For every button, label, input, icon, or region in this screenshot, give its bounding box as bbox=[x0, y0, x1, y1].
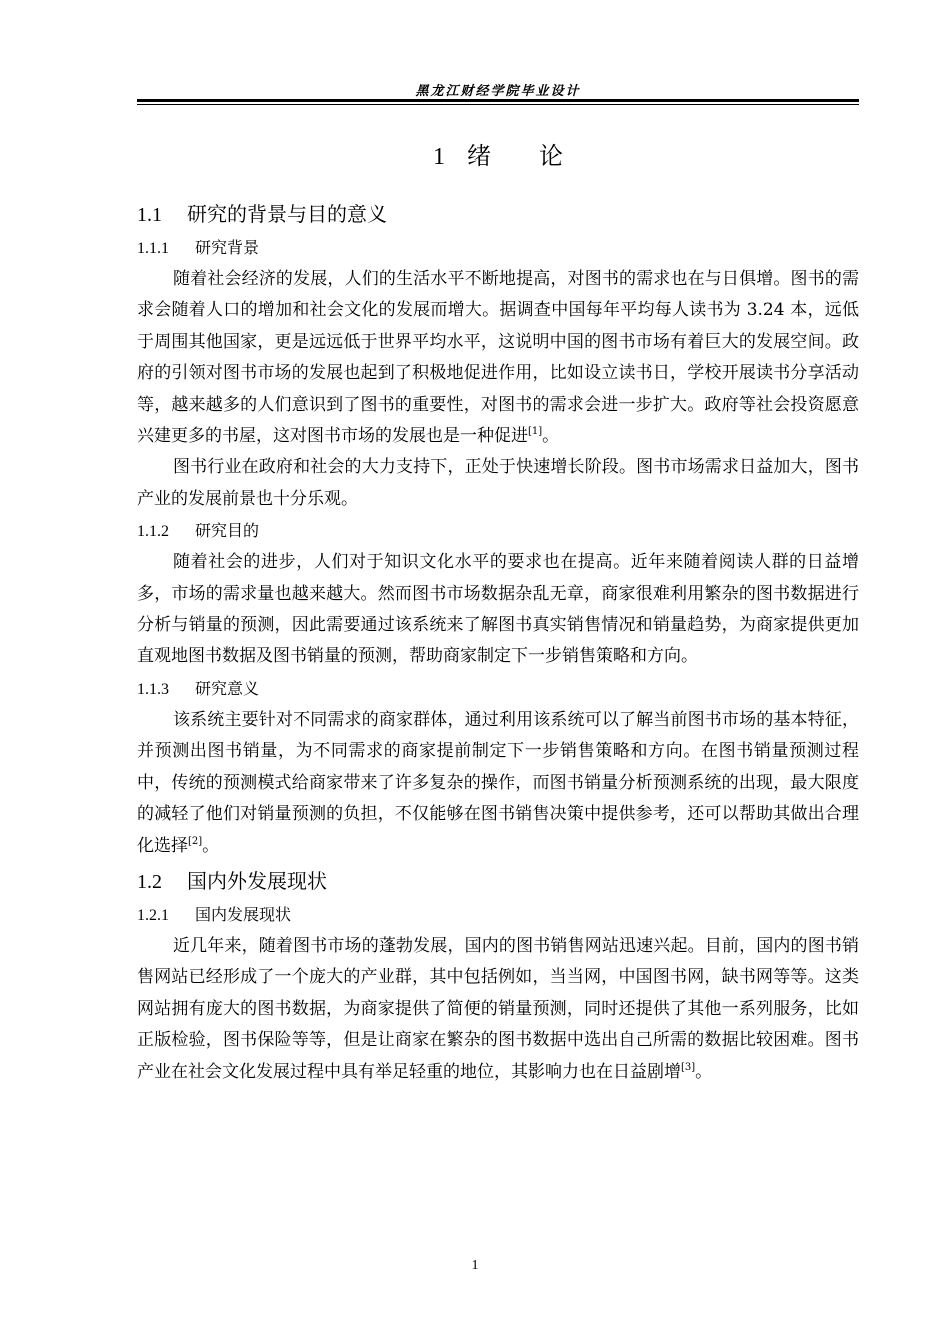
subsection-number: 1.1.3 bbox=[137, 680, 169, 698]
section-title: 研究的背景与目的意义 bbox=[187, 202, 387, 226]
subsection-heading bbox=[137, 232, 859, 264]
chapter-title bbox=[137, 140, 859, 173]
chapter-title-part2: 论 bbox=[539, 142, 563, 170]
subsection-number: 1.1.1 bbox=[137, 240, 169, 257]
citation-ref: [3] bbox=[681, 1061, 696, 1073]
subsection-number: 1.1.2 bbox=[137, 523, 169, 541]
running-header: 黑龙江财经学院毕业设计 bbox=[415, 84, 581, 99]
paragraph: 近几年来，随着图书市场的蓬勃发展，国内的图书销售网站迅速兴起。目前，国内的图书销售网站已经形成了一个庞大的产业群，其中包括例如，当当网，中国图书网，缺书网等等。这类网站拥有庞大的图书数据，为商家提供了简便的销量预测，同时还提供了其他一系列服务，比如正版检验，图书保险等等，但是让商家在繁杂的图书数据中选出自己所需的数据比较困难。图书产业在社会文化发展过程中具有举足轻重的地位，其影响力也在日益剧增[3]。 bbox=[137, 935, 859, 1082]
header-rule-thick bbox=[137, 99, 859, 102]
subsection-heading bbox=[137, 515, 859, 547]
subsection-title: 研究目的 bbox=[195, 521, 260, 541]
paragraph: 随着社会的进步，人们对于知识文化水平的要求也在提高。近年来随着阅读人群的日益增多，市场的需求量也越来越大。然而图书市场数据杂乱无章，商家很难利用繁杂的图书数据进行分析与销量的预测，因此需要通过该系统来了解图书真实销售情况和销量趋势，为商家提供更加直观地图书数据及图书销量的预测，帮助商家制定下一步销售策略和方向。 bbox=[137, 552, 859, 667]
paragraph: 随着社会经济的发展，人们的生活水平不断地提高，对图书的需求也在与日俱增。图书的需求会随着人口的增加和社会文化的发展而增大。据调查中国每年平均每人读书为 3.24 本，远低于周围其他国家，更是远远低于世界平均水平，这说明中国的图书市场有着巨大的发展空间。政府的引领对图书市场的发展也起到了积极地促进作用，比如设立读书日，学校开展读书分享活动等，越来越多的人们意识到了图书的重要性，对图书的需求会进一步扩大。政府等社会投资愿意兴建更多的书屋，这对图书市场的发展也是一种促进[1]。 bbox=[137, 269, 859, 447]
section-heading bbox=[137, 864, 859, 899]
subsection-number: 1.2.1 bbox=[137, 906, 169, 924]
citation-ref: [2] bbox=[188, 835, 203, 847]
paragraph: 该系统主要针对不同需求的商家群体，通过利用该系统可以了解当前图书市场的基本特征，并预测出图书销量，为不同需求的商家提前制定下一步销售策略和方向。在图书销量预测过程中，传统的预测模式给商家带来了许多复杂的操作，而图书销量分析预测系统的出现，最大限度的减轻了他们对销量预测的负担，不仅能够在图书销售决策中提供参考，还可以帮助其做出合理化选择[2]。 bbox=[137, 709, 859, 856]
subsection-heading bbox=[137, 673, 859, 705]
page-number: 1 bbox=[471, 1258, 479, 1273]
section-number: 1.1 bbox=[137, 204, 162, 226]
citation-ref: [1] bbox=[528, 426, 543, 438]
paragraph: 图书行业在政府和社会的大力支持下，正处于快速增长阶段。图书市场需求日益加大，图书产业的发展前景也十分乐观。 bbox=[137, 457, 859, 509]
chapter-number: 1 bbox=[433, 144, 445, 170]
section-heading bbox=[137, 197, 859, 232]
subsection-title: 研究意义 bbox=[195, 678, 260, 698]
subsection-title: 国内发展现状 bbox=[195, 904, 292, 924]
chapter-title-part1: 绪 bbox=[467, 142, 491, 170]
subsection-title: 研究背景 bbox=[195, 238, 260, 257]
section-title: 国内外发展现状 bbox=[187, 868, 327, 893]
section-number: 1.2 bbox=[137, 870, 162, 893]
subsection-heading bbox=[137, 899, 859, 931]
body-text bbox=[137, 197, 859, 1088]
header-rule-thin bbox=[137, 104, 859, 105]
